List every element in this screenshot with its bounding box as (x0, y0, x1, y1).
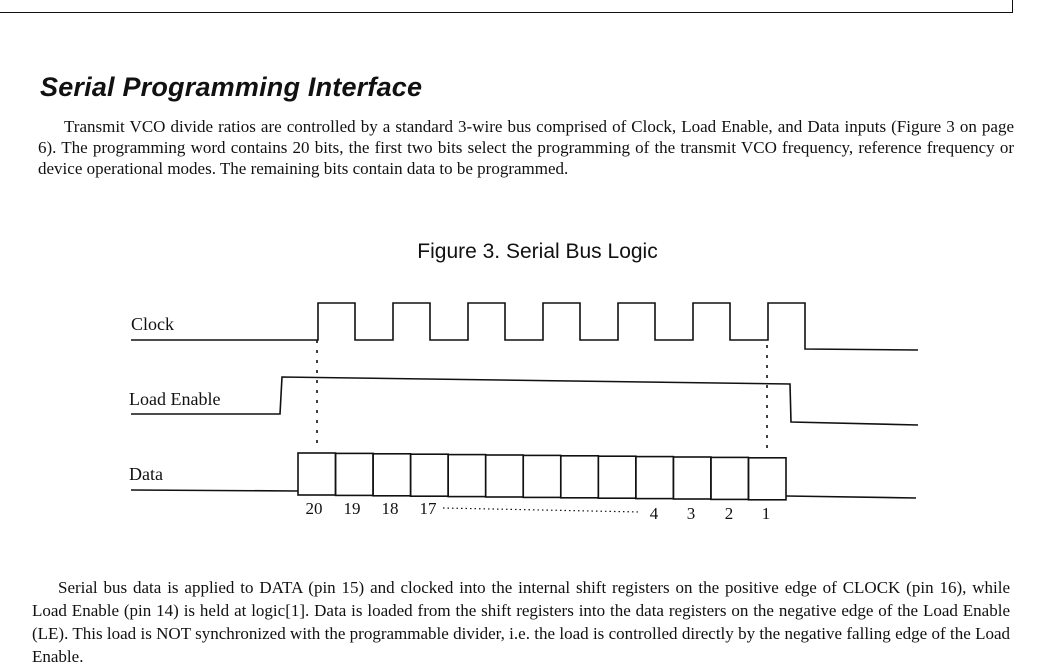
bit-ellipsis-dots (443, 508, 640, 512)
description-paragraph: Serial bus data is applied to DATA (pin 15) and clocked into the internal shift registers on the positive edge of CLOCK (pin 16), while Load Enable (pin 14) is held at logic[1]. Data is loaded from the shift registers into the data registers on the negative edge of the Load Enable (LE). This load is NOT synchronized with the programmable divider, i.e. the load is controlled directly by the negative falling edge of the Load Enable. (32, 578, 1010, 666)
section-heading: Serial Programming Interface (40, 72, 423, 102)
bit-label: 1 (761, 504, 771, 523)
clock-waveform (131, 303, 918, 350)
data-bit-cell (598, 456, 636, 498)
data-waveform (131, 453, 916, 500)
data-bit-cell (636, 457, 674, 499)
load-enable-trace (131, 377, 918, 425)
data-bit-cell (336, 453, 374, 495)
data-trace-left (131, 490, 298, 491)
bit-label: 18 (381, 499, 399, 518)
clock-trace (131, 303, 918, 350)
data-label: Data (129, 464, 163, 484)
clock-label: Clock (131, 314, 174, 334)
bit-label: 17 (419, 499, 437, 518)
data-bit-cell (673, 457, 711, 499)
data-bit-cell (373, 454, 411, 496)
timing-markers (317, 340, 767, 455)
bit-number-labels (306, 499, 771, 523)
data-bit-cell (298, 453, 336, 495)
load-enable-waveform (131, 377, 918, 425)
bit-label: 19 (343, 499, 361, 518)
bit-label: 20 (305, 499, 323, 518)
data-bit-cell (711, 457, 749, 499)
data-bit-cell (448, 455, 486, 497)
bit-label: 3 (686, 504, 696, 523)
data-trace-right (786, 496, 916, 498)
data-bit-cell (748, 458, 786, 500)
data-bit-cell (523, 455, 561, 497)
figure-caption: Figure 3. Serial Bus Logic (417, 240, 658, 263)
data-bit-cell (411, 454, 449, 496)
intro-paragraph: Transmit VCO divide ratios are controlled by a standard 3-wire bus comprised of Clock, Load Enable, and Data inputs (Figure 3 on page 6). The programming word contains 20 bits, the first two bits select the programming of the transmit VCO frequency, reference frequency or device operational modes. The remaining bits contain data to be programmed. (38, 117, 1014, 178)
load-enable-label: Load Enable (129, 389, 221, 409)
bit-label: 4 (649, 504, 659, 523)
bit-label: 2 (724, 504, 734, 523)
data-bit-cell (561, 456, 599, 498)
data-bit-cell (486, 455, 524, 497)
